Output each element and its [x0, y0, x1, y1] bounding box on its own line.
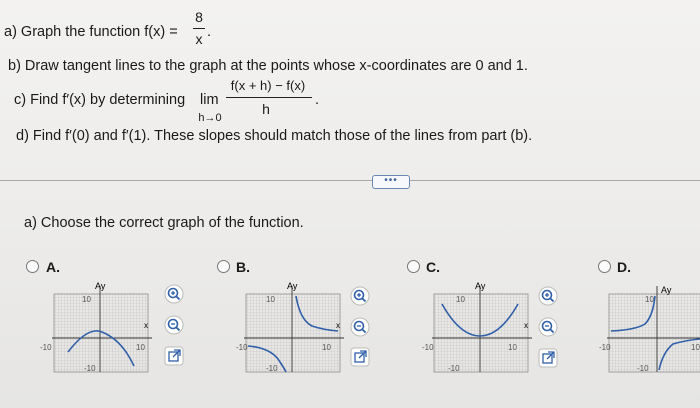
option-c-y-axis-label: Ay [475, 282, 486, 291]
part-a-period: . [207, 24, 212, 40]
zoom-in-icon[interactable] [538, 286, 558, 306]
popout-icon[interactable] [350, 347, 370, 367]
part-c-denominator: h [262, 101, 270, 117]
option-d-y-axis-label: Ay [661, 285, 672, 295]
option-c-y-tick-pos: 10 [456, 295, 465, 304]
zoom-out-icon[interactable] [538, 317, 558, 337]
option-d-graph [597, 282, 700, 374]
option-d-x-tick-neg: -10 [599, 343, 611, 352]
option-b-graph [232, 282, 352, 374]
subquestion-text: a) Choose the correct graph of the function. [24, 215, 304, 231]
option-c-graph [420, 282, 540, 374]
option-b-y-axis-label: Ay [287, 282, 298, 291]
zoom-in-icon[interactable] [164, 284, 184, 304]
part-d-text: d) Find f′(0) and f′(1). These slopes should match those of the lines from part (b). [16, 128, 533, 144]
part-c-lim-subscript: h→0 [198, 112, 222, 124]
option-b-y-tick-neg: -10 [266, 364, 278, 373]
option-b-radio[interactable] [217, 260, 230, 273]
expand-button[interactable]: ••• [372, 175, 410, 189]
option-b-x-tick-neg: -10 [236, 343, 248, 352]
option-a-x-tick-pos: 10 [136, 343, 145, 352]
option-b-x-axis-label: x [336, 321, 340, 330]
option-d-x-tick-pos: 10 [691, 343, 700, 352]
part-a-text: a) Graph the function f(x) = [4, 24, 178, 40]
option-a-y-axis-label: Ay [95, 282, 106, 291]
option-b-grid [246, 294, 340, 372]
option-a-label: A. [46, 259, 60, 275]
popout-icon[interactable] [538, 348, 558, 368]
option-c-grid [434, 294, 528, 372]
option-a-x-tick-neg: -10 [40, 343, 52, 352]
option-a-y-tick-pos: 10 [82, 295, 91, 304]
option-c-x-axis-label: x [524, 321, 528, 330]
option-a-x-axis-label: x [144, 321, 148, 330]
part-c-lim: lim [200, 92, 219, 108]
part-c-fraction-bar [226, 97, 312, 98]
part-c-period: . [315, 92, 320, 108]
option-d-radio[interactable] [598, 260, 611, 273]
section-divider [0, 180, 700, 181]
option-c-y-tick-neg: -10 [448, 364, 460, 373]
option-d-y-tick-pos: 10 [645, 295, 654, 304]
zoom-out-icon[interactable] [164, 315, 184, 335]
popout-icon[interactable] [164, 346, 184, 366]
option-c-radio[interactable] [407, 260, 420, 273]
part-a-numerator: 8 [195, 9, 203, 25]
option-c-x-tick-neg: -10 [422, 343, 434, 352]
zoom-in-icon[interactable] [350, 286, 370, 306]
part-c-numerator: f(x + h) − f(x) [230, 78, 306, 93]
option-a-y-tick-neg: -10 [84, 364, 96, 373]
option-d-label: D. [617, 259, 631, 275]
option-a-graph [40, 282, 160, 374]
option-a-radio[interactable] [26, 260, 39, 273]
part-b-text: b) Draw tangent lines to the graph at the points whose x-coordinates are 0 and 1. [8, 58, 528, 74]
option-d-y-tick-neg: -10 [637, 364, 649, 373]
zoom-out-icon[interactable] [350, 317, 370, 337]
option-b-label: B. [236, 259, 250, 275]
option-c-label: C. [426, 259, 440, 275]
option-b-y-tick-pos: 10 [266, 295, 275, 304]
part-c-text: c) Find f′(x) by determining [14, 92, 186, 108]
option-b-x-tick-pos: 10 [322, 343, 331, 352]
part-a-fraction-bar [193, 28, 205, 29]
option-a-grid [54, 294, 148, 372]
option-d-grid [609, 294, 700, 372]
option-c-x-tick-pos: 10 [508, 343, 517, 352]
part-a-denominator: x [195, 31, 203, 47]
